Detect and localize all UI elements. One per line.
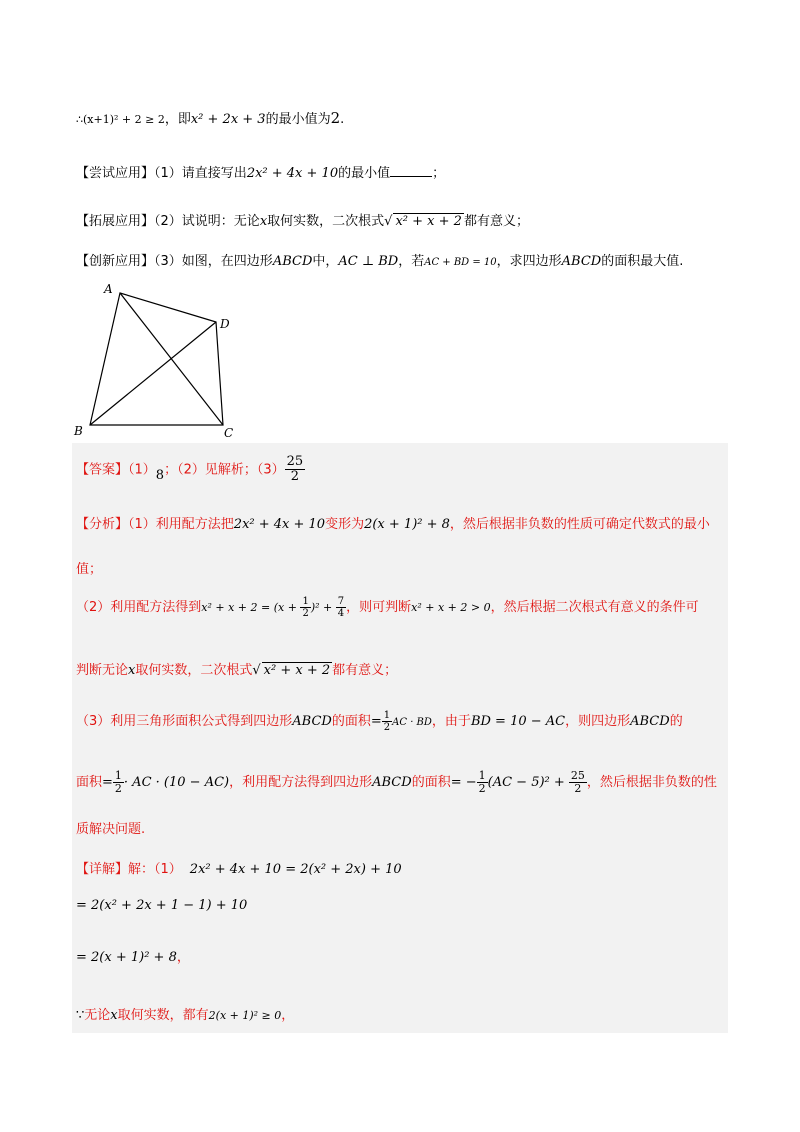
analysis-l3-a: （2）利用配方法得到 xyxy=(76,600,202,615)
analysis-l5-frac xyxy=(382,710,392,733)
detail-e2: = 2(x² + 2x + 1 − 1) + 10 xyxy=(76,898,248,913)
detail-e3: = 2(x + 1)² + 8 xyxy=(76,950,177,965)
analysis-l3-expr2: )² + xyxy=(310,601,336,614)
analysis-l5-expr: AC · BD xyxy=(392,717,432,728)
intro-value: 2 xyxy=(330,109,341,127)
analysis-l6-eq: = xyxy=(102,775,113,791)
analysis-l6-f-den: 2 xyxy=(114,782,122,796)
q1-num: （1） xyxy=(154,166,182,181)
detail-e1: 2x² + 4x + 10 = 2(x² + 2x) + 10 xyxy=(189,862,402,877)
q2-text-3: 都有意义； xyxy=(463,214,529,229)
analysis-l6-f3-num: 25 xyxy=(570,769,585,782)
detail-t4: ， xyxy=(281,1008,295,1023)
analysis-line-3 xyxy=(76,596,699,619)
q2-text-1: 试说明：无论 xyxy=(181,214,260,229)
detail-t2: 无论 xyxy=(84,1008,111,1023)
intro-line xyxy=(76,108,344,127)
analysis-l6-quad: ABCD xyxy=(372,775,412,791)
analysis-line-4 xyxy=(76,659,397,678)
intro-text-1: ，即 xyxy=(164,112,191,127)
analysis-l5-b: 的面积 xyxy=(331,714,371,729)
q1-text-2: 的最小值 xyxy=(338,166,391,181)
intro-text-2: 的最小值为 xyxy=(265,112,331,127)
analysis-l5-c: ，由于 xyxy=(431,714,471,729)
q3-quad: ABCD xyxy=(272,254,313,269)
q3-quad2: ABCD xyxy=(561,254,602,269)
analysis-line-2 xyxy=(76,558,102,577)
q3-text-3: ，若 xyxy=(398,254,425,269)
q3-cond2: AC + BD = 10 xyxy=(424,257,497,268)
answer-p1: （1） xyxy=(128,462,156,478)
q3-text-5: 的面积最大值. xyxy=(601,254,684,269)
detail-line-3 xyxy=(76,946,190,965)
analysis-l6-f2-num: 1 xyxy=(478,769,486,782)
analysis-l6-b: ，利用配方法得到四边形 xyxy=(229,775,373,791)
answer-p2: ；（2）见解析；（3） xyxy=(164,462,285,478)
detail-var: x xyxy=(110,1008,118,1023)
answer-v1: 8 xyxy=(155,468,165,484)
analysis-l6-d: ，然后根据非负数的性 xyxy=(586,775,717,791)
analysis-l5-f-den: 2 xyxy=(383,722,391,733)
analysis-l6-c: 的面积 xyxy=(411,775,451,791)
q3-text-1: 如图，在四边形 xyxy=(181,254,273,269)
q2-radicand: x² + x + 2 xyxy=(395,214,462,229)
analysis-l6-f2-den: 2 xyxy=(478,782,486,796)
analysis-l3-frac2 xyxy=(336,596,346,619)
analysis-l1-c: ，然后根据非负数的性质可确定代数式的最小 xyxy=(449,517,710,532)
q3-text-2: 中， xyxy=(312,254,339,269)
analysis-l1-a: （1）利用配方法把 xyxy=(128,517,234,532)
analysis-l4-c: 都有意义； xyxy=(332,663,398,678)
analysis-l3-f2-num: 7 xyxy=(337,596,345,607)
q3-num: （3） xyxy=(154,254,182,269)
answer-v3-num: 25 xyxy=(286,454,304,469)
analysis-l5-d: ，则四边形 xyxy=(565,714,631,729)
detail-t1: 解：（1） xyxy=(128,862,182,877)
q2-num: （2） xyxy=(154,214,182,229)
answer-blank xyxy=(390,164,432,177)
vertex-label-c: C xyxy=(224,426,234,440)
question-2 xyxy=(76,210,529,229)
analysis-l2: 值； xyxy=(76,562,103,577)
analysis-l4-var: x xyxy=(128,663,136,678)
analysis-l6-f-num: 1 xyxy=(114,769,122,782)
analysis-l6-frac3 xyxy=(569,770,587,795)
intro-text-3: . xyxy=(340,112,345,127)
detail-e3-tail: ， xyxy=(176,950,190,965)
q1-expr: 2x² + 4x + 10 xyxy=(246,166,339,181)
detail-t3: 取何实数，都有 xyxy=(117,1008,209,1023)
analysis-l3-f1-num: 1 xyxy=(302,596,309,607)
analysis-l6-expr2: (AC − 5)² + xyxy=(487,775,569,791)
analysis-l1-expr2: 2(x + 1)² + 8 xyxy=(364,517,450,532)
detail-e4: 2(x + 1)² ≥ 0 xyxy=(208,1009,282,1022)
sqrt-sign: √ xyxy=(384,214,393,229)
q3-tag: 【创新应用】 xyxy=(76,254,155,269)
analysis-l7: 质解决问题. xyxy=(76,822,146,837)
analysis-l4-a: 判断无论 xyxy=(76,663,129,678)
analysis-l5-f-num: 1 xyxy=(383,710,391,721)
analysis-l4-radicand: x² + x + 2 xyxy=(263,663,331,678)
q3-text-4: ，求四边形 xyxy=(496,254,562,269)
vertex-label-b: B xyxy=(74,424,83,438)
quadrilateral-figure xyxy=(70,275,270,445)
q2-text-2: 取何实数，二次根式 xyxy=(267,214,385,229)
analysis-line-5 xyxy=(76,710,683,733)
analysis-l3-expr1: x² + x + 2 = (x + xyxy=(201,601,301,614)
question-1 xyxy=(76,162,445,181)
quad-outline xyxy=(90,293,223,425)
answer-tag: 【答案】 xyxy=(76,462,129,478)
analysis-l5-quad2: ABCD xyxy=(630,714,670,729)
analysis-l6-a: 面积 xyxy=(76,775,103,791)
question-3 xyxy=(76,250,683,269)
detail-line-2 xyxy=(76,898,247,913)
intro-expr: x² + 2x + 3 xyxy=(190,112,266,127)
q3-cond1: AC ⊥ BD xyxy=(338,254,399,269)
vertex-label-d: D xyxy=(220,317,230,331)
analysis-l1-b: 变形为 xyxy=(325,517,365,532)
vertex-label-a: A xyxy=(104,282,113,296)
intro-expr-left: ∴(x+1)² + 2 ≥ 2 xyxy=(76,113,165,126)
analysis-l3-c: ，然后根据二次根式有意义的条件可 xyxy=(490,600,699,615)
q1-tag: 【尝试应用】 xyxy=(76,166,155,181)
analysis-l6-expr: · AC · (10 − AC) xyxy=(123,775,230,791)
analysis-l3-f2-den: 4 xyxy=(337,608,345,619)
answer-v3-fraction xyxy=(285,455,306,485)
analysis-l6-frac2 xyxy=(477,770,488,795)
detail-line-1 xyxy=(76,858,402,877)
answer-line xyxy=(76,455,305,485)
analysis-l5-quad: ABCD xyxy=(292,714,332,729)
analysis-l5-eq: = xyxy=(370,714,382,729)
analysis-l6-eq2: = − xyxy=(450,775,477,791)
analysis-l5-expr2: BD = 10 − AC xyxy=(470,714,566,729)
analysis-l3-frac1 xyxy=(300,596,310,619)
analysis-l6-frac1 xyxy=(113,770,124,795)
analysis-line-1 xyxy=(76,513,710,532)
analysis-l5-a: （3）利用三角形面积公式得到四边形 xyxy=(76,714,293,729)
analysis-line-7 xyxy=(76,818,145,837)
diagonal-bd xyxy=(90,322,216,425)
answer-v3-den: 2 xyxy=(290,469,300,485)
analysis-l1-expr1: 2x² + 4x + 10 xyxy=(233,517,326,532)
detail-line-4 xyxy=(76,1004,294,1023)
analysis-l3-expr3: x² + x + 2 > 0 xyxy=(411,601,491,614)
analysis-l3-f1-den: 2 xyxy=(302,608,309,619)
analysis-tag: 【分析】 xyxy=(76,517,129,532)
analysis-line-6 xyxy=(76,770,717,795)
q2-tag: 【拓展应用】 xyxy=(76,214,155,229)
since-symbol: ∵ xyxy=(76,1008,85,1023)
q2-var: x xyxy=(259,214,268,229)
analysis-l6-f3-den: 2 xyxy=(574,782,582,796)
analysis-l3-b: ，则可判断 xyxy=(346,600,412,615)
detail-tag: 【详解】 xyxy=(76,862,129,877)
q1-text-1: 请直接写出 xyxy=(181,166,247,181)
q1-text-3: ； xyxy=(432,166,446,181)
analysis-l4-b: 取何实数，二次根式 xyxy=(135,663,253,678)
analysis-l5-e: 的 xyxy=(669,714,683,729)
analysis-sqrt-sign: √ xyxy=(252,663,261,678)
